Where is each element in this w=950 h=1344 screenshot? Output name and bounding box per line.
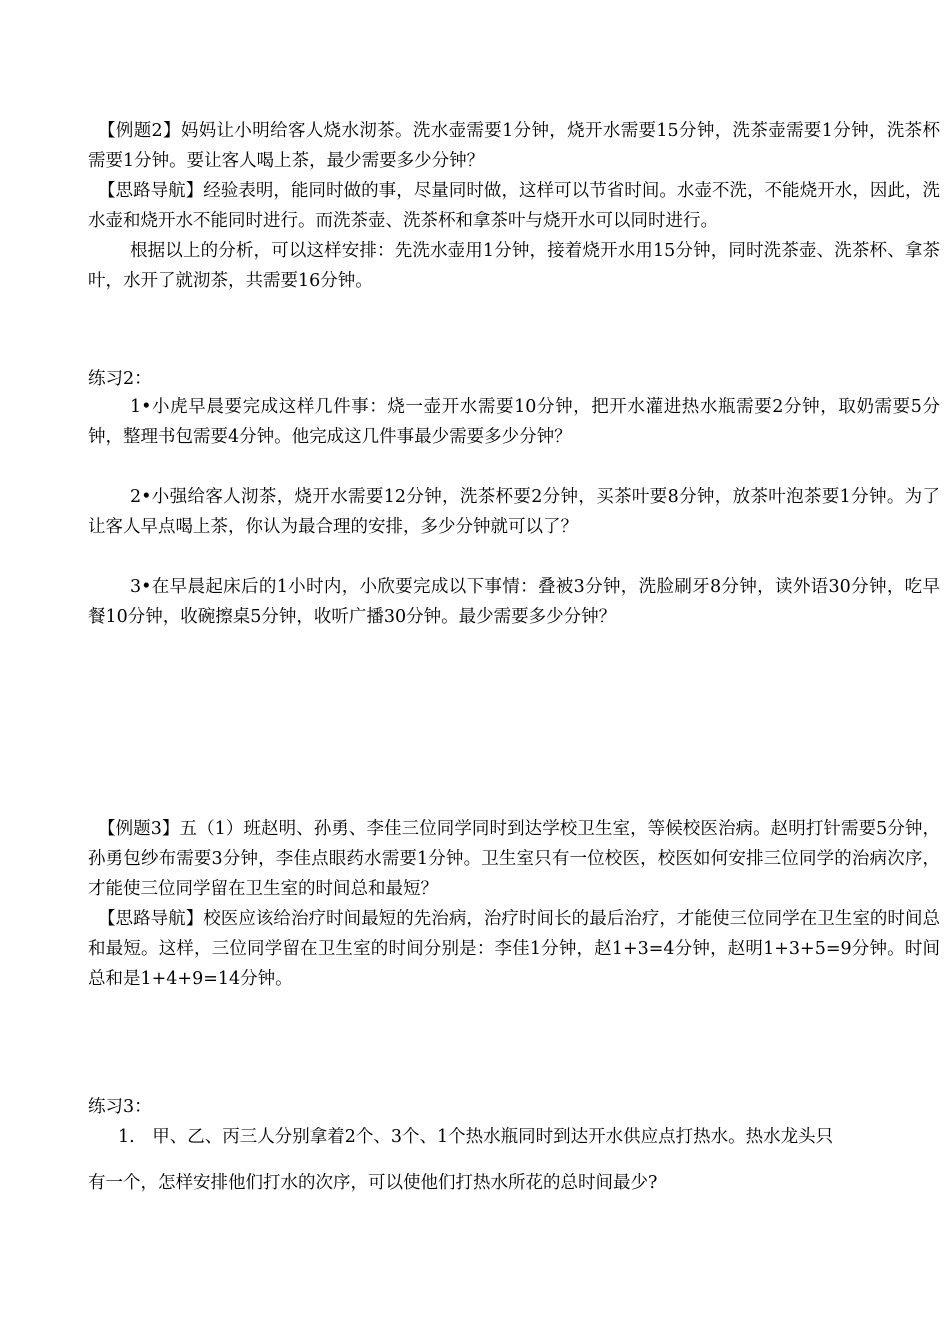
example-2-analysis: 根据以上的分析，可以这样安排：先洗水壶用1分钟，接着烧开水用15分钟，同时洗茶壶、洗茶杯、拿茶叶，水开了就沏茶，共需要16分钟。: [88, 241, 940, 291]
example-2-problem: 【例题2】妈妈让小明给客人烧水沏茶。洗水壶需要1分钟，烧开水需要15分钟，洗茶壶需要1分钟，洗茶杯需要1分钟。要让客人喝上茶，最少需要多少分钟？: [88, 121, 940, 171]
practice-3-heading: 练习3：: [88, 1097, 152, 1117]
practice-2-question-2-block: [88, 482, 940, 542]
practice-3-question-1-line-1: 1. 甲、乙、丙三人分别拿着2个、3个、1个热水瓶同时到达开水供应点打热水。热水龙头只: [118, 1127, 834, 1147]
practice-3-question-1-line-2: 有一个，怎样安排他们打水的次序，可以使他们打热水所花的总时间最少?: [88, 1173, 658, 1193]
practice-3-question-1-line-2-block: [88, 1168, 940, 1198]
practice-2-heading-block: [88, 364, 940, 394]
practice-3-question-1-line-1-block: [88, 1122, 940, 1152]
practice-2-heading: 练习2：: [88, 369, 152, 389]
example-3-problem: 【例题3】五（1）班赵明、孙勇、李佳三位同学同时到达学校卫生室，等候校医治病。赵明打针需要5分钟，孙勇包纱布需要3分钟，李佳点眼药水需要1分钟。卫生室只有一位校医，校医如何安排三位同学的治病次序，才能使三位同学留在卫生室的时间总和最短？: [88, 819, 940, 899]
practice-2-question-3: 3•在早晨起床后的1小时内，小欣要完成以下事情：叠被3分钟，洗脸刷牙8分钟，读外语30分钟，吃早餐10分钟，收碗擦桌5分钟，收听广播30分钟。最少需要多少分钟？: [88, 577, 940, 627]
practice-2-question-1-block: [88, 392, 940, 452]
example-2-guide: 【思路导航】经验表明，能同时做的事，尽量同时做，这样可以节省时间。水壶不洗，不能烧开水，因此，洗水壶和烧开水不能同时进行。而洗茶壶、洗茶杯和拿茶叶与烧开水可以同时进行。: [88, 181, 940, 231]
practice-2-question-3-block: [88, 572, 940, 632]
practice-3-heading-block: [88, 1092, 940, 1122]
practice-2-question-1: 1•小虎早晨要完成这样几件事：烧一壶开水需要10分钟，把开水灌进热水瓶需要2分钟，取奶需要5分钟，整理书包需要4分钟。他完成这几件事最少需要多少分钟？: [88, 397, 940, 447]
example-3-guide: 【思路导航】校医应该给治疗时间最短的先治病，治疗时间长的最后治疗，才能使三位同学在卫生室的时间总和最短。这样，三位同学留在卫生室的时间分别是：李佳1分钟，赵1+3=4分钟，赵明1+3+5=9分钟。时间总和是1+4+9=14分钟。: [88, 909, 940, 989]
practice-2-question-2: 2•小强给客人沏茶，烧开水需要12分钟，洗茶杯要2分钟，买茶叶要8分钟，放茶叶泡茶要1分钟。为了让客人早点喝上茶，你认为最合理的安排，多少分钟就可以了？: [88, 487, 940, 537]
example-2-section: [88, 116, 940, 296]
example-3-section: [88, 814, 940, 994]
